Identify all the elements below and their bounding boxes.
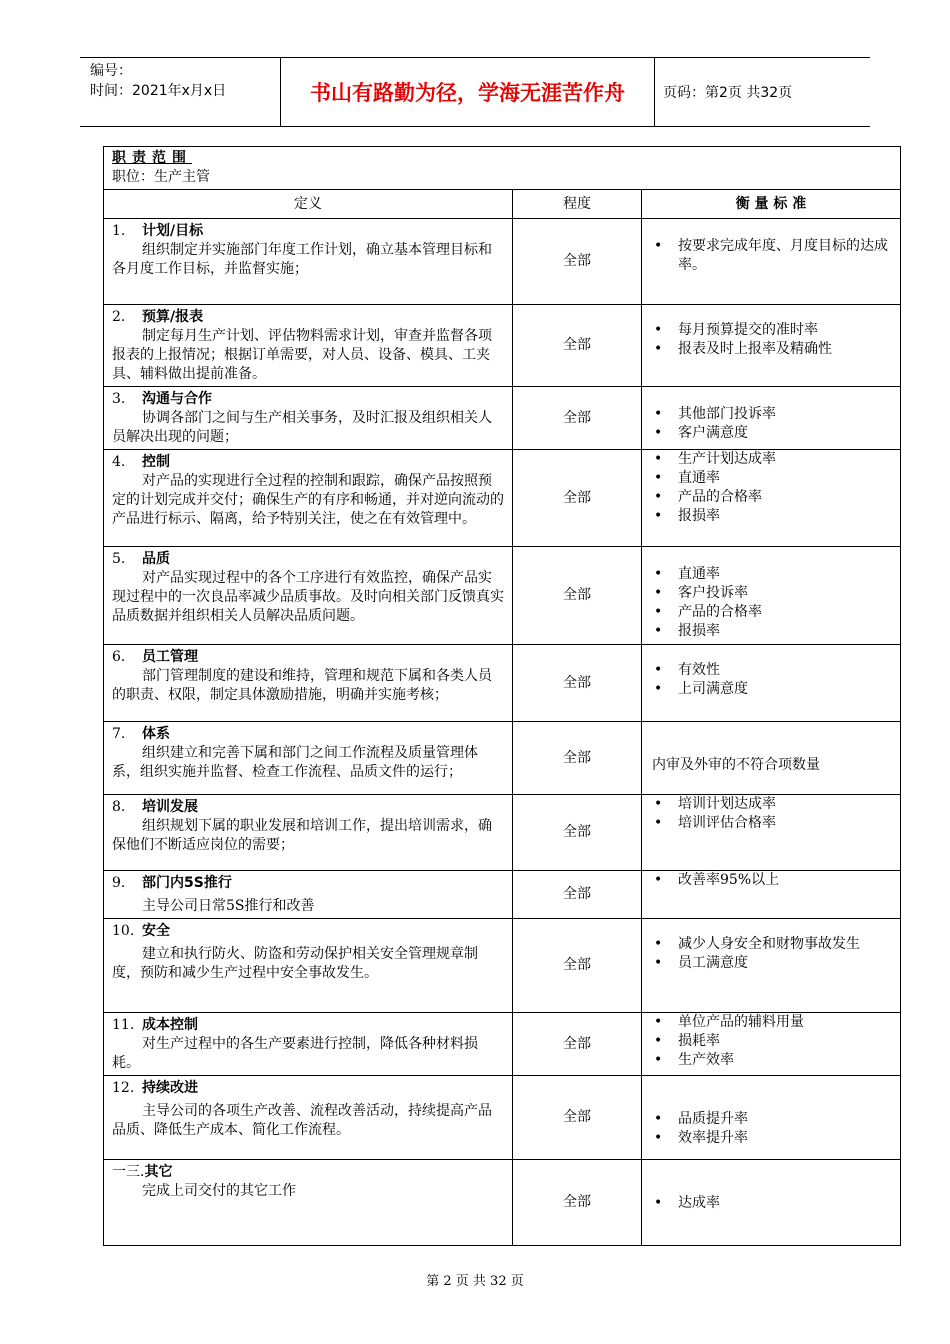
definition-cell xyxy=(104,871,513,919)
measure-list xyxy=(650,1110,894,1148)
degree-cell: 全部 xyxy=(513,1160,642,1246)
measure-list xyxy=(650,1194,894,1213)
definition-cell xyxy=(104,1076,513,1160)
item-number: 2. xyxy=(112,309,126,325)
header-page-info: 页码：第2页 共32页 xyxy=(663,85,793,101)
item-title: 培训发展 xyxy=(142,799,198,815)
definition-cell xyxy=(104,450,513,547)
measure-list xyxy=(650,565,894,641)
definition-cell xyxy=(104,305,513,387)
degree-cell: 全部 xyxy=(513,919,642,1013)
measure-list xyxy=(650,935,894,973)
definition-cell xyxy=(104,1160,513,1246)
degree-cell: 全部 xyxy=(513,305,642,387)
degree-cell: 全部 xyxy=(513,1013,642,1076)
definition-cell xyxy=(104,219,513,305)
measure-item: • 培训评估合格率 xyxy=(650,814,894,833)
table-row xyxy=(104,795,901,871)
table-row xyxy=(104,1160,901,1246)
item-number: 12. xyxy=(112,1080,135,1096)
item-description: 建立和执行防火、防盗和劳动保护相关安全管理规章制度，预防和减少生产过程中安全事故发生。 xyxy=(112,946,478,981)
item-description: 组织制定并实施部门年度工作计划，确立基本管理目标和各月度工作目标，并监督实施； xyxy=(112,242,492,277)
definition-cell xyxy=(104,1013,513,1076)
measure-item: • 减少人身安全和财物事故发生 xyxy=(650,935,894,954)
measure-cell xyxy=(642,1013,901,1076)
measure-cell xyxy=(642,387,901,450)
document-number-label: 编号： xyxy=(90,63,132,79)
measure-list xyxy=(650,1013,894,1070)
table-row xyxy=(104,305,901,387)
measure-cell xyxy=(642,1076,901,1160)
item-description: 对产品实现过程中的各个工序进行有效监控，确保产品实现过程中的一次良品率减少品质事故。及时向相关部门反馈真实品质数据并组织相关人员解决品质问题。 xyxy=(112,570,504,624)
measure-cell xyxy=(642,722,901,795)
table-title-cell xyxy=(104,147,901,190)
item-number: 7. xyxy=(112,726,126,742)
measure-item: • 员工满意度 xyxy=(650,954,894,973)
item-title: 员工管理 xyxy=(142,649,198,665)
degree-cell: 全部 xyxy=(513,871,642,919)
table-row xyxy=(104,871,901,919)
table-row xyxy=(104,722,901,795)
item-number: 5. xyxy=(112,551,126,567)
degree-cell: 全部 xyxy=(513,547,642,645)
degree-cell: 全部 xyxy=(513,1076,642,1160)
degree-cell: 全部 xyxy=(513,219,642,305)
measure-item: • 按要求完成年度、月度目标的达成率。 xyxy=(650,237,894,275)
item-number: 6. xyxy=(112,649,126,665)
measure-item: • 每月预算提交的准时率 xyxy=(650,321,894,340)
item-number: 3. xyxy=(112,391,126,407)
definition-cell xyxy=(104,547,513,645)
item-description: 完成上司交付的其它工作 xyxy=(142,1183,296,1199)
degree-cell: 全部 xyxy=(513,645,642,722)
measure-cell xyxy=(642,795,901,871)
item-description: 主导公司日常5S推行和改善 xyxy=(142,898,315,914)
table-row xyxy=(104,387,901,450)
table-row xyxy=(104,219,901,305)
measure-item: • 产品的合格率 xyxy=(650,488,894,507)
measure-cell xyxy=(642,450,901,547)
measure-item: • 损耗率 xyxy=(650,1032,894,1051)
item-number: 8. xyxy=(112,799,126,815)
measure-cell xyxy=(642,871,901,919)
measure-cell xyxy=(642,645,901,722)
item-number: 9. xyxy=(112,875,126,891)
item-description: 部门管理制度的建设和维持，管理和规范下属和各类人员的职责、权限，制定具体激励措施，明确并实施考核； xyxy=(112,668,492,703)
item-number: 一三. xyxy=(112,1164,145,1180)
measure-cell xyxy=(642,919,901,1013)
measure-item: • 单位产品的辅料用量 xyxy=(650,1013,894,1032)
measure-item: • 达成率 xyxy=(650,1194,894,1213)
header-motto: 书山有路勤为径，学海无涯苦作舟 xyxy=(281,58,655,126)
item-description: 组织建立和完善下属和部门之间工作流程及质量管理体系，组织实施并监督、检查工作流程、品质文件的运行； xyxy=(112,745,478,780)
item-title: 安全 xyxy=(142,923,170,939)
definition-cell xyxy=(104,722,513,795)
measure-cell xyxy=(642,1160,901,1246)
measure-text: 内审及外审的不符合项数量 xyxy=(652,757,820,773)
item-title: 体系 xyxy=(142,726,170,742)
item-description: 协调各部门之间与生产相关事务，及时汇报及组织相关人员解决出现的问题； xyxy=(112,410,492,445)
degree-cell: 全部 xyxy=(513,387,642,450)
measure-list xyxy=(650,237,894,275)
document-time-label: 时间：2021年x月x日 xyxy=(90,83,227,99)
item-description: 对产品的实现进行全过程的控制和跟踪，确保产品按照预定的计划完成并交付；确保生产的有序和畅通，并对逆向流动的产品进行标示、隔离，给予特别关注，使之在有效管理中。 xyxy=(112,473,504,527)
measure-list xyxy=(650,871,894,890)
measure-item: • 生产计划达成率 xyxy=(650,450,894,469)
measure-item: • 报损率 xyxy=(650,507,894,526)
measure-item: • 报损率 xyxy=(650,622,894,641)
item-title: 其它 xyxy=(144,1164,173,1180)
table-row xyxy=(104,450,901,547)
table-row xyxy=(104,1076,901,1160)
measure-item: • 有效性 xyxy=(650,661,894,680)
measure-item: • 上司满意度 xyxy=(650,680,894,699)
header-info xyxy=(80,58,281,126)
measure-item: • 其他部门投诉率 xyxy=(650,405,894,424)
degree-cell: 全部 xyxy=(513,450,642,547)
measure-item: • 生产效率 xyxy=(650,1051,894,1070)
responsibility-table xyxy=(103,146,901,1246)
definition-cell xyxy=(104,795,513,871)
item-title: 计划/目标 xyxy=(142,223,204,239)
item-number: 10. xyxy=(112,923,135,939)
measure-list xyxy=(650,795,894,833)
item-title: 持续改进 xyxy=(142,1080,198,1096)
measure-item: • 改善率95%以上 xyxy=(650,871,894,890)
measure-item: • 直通率 xyxy=(650,469,894,488)
degree-cell: 全部 xyxy=(513,722,642,795)
measure-item: • 报表及时上报率及精确性 xyxy=(650,340,894,359)
measure-item: • 客户满意度 xyxy=(650,424,894,443)
measure-list xyxy=(650,661,894,699)
item-description: 对生产过程中的各生产要素进行控制，降低各种材料损耗。 xyxy=(112,1036,478,1071)
page-header xyxy=(80,57,870,127)
item-title: 预算/报表 xyxy=(142,309,204,325)
measure-item: • 客户投诉率 xyxy=(650,584,894,603)
measure-list xyxy=(650,405,894,443)
measure-cell xyxy=(642,305,901,387)
table-title: 职责范围 xyxy=(112,150,192,166)
table-row xyxy=(104,645,901,722)
page-footer: 第 2 页 共 32 页 xyxy=(426,1274,524,1289)
measure-item: • 品质提升率 xyxy=(650,1110,894,1129)
measure-cell xyxy=(642,219,901,305)
item-number: 4. xyxy=(112,454,126,470)
item-description: 组织规划下属的职业发展和培训工作，提出培训需求，确保他们不断适应岗位的需要； xyxy=(112,818,492,853)
definition-cell xyxy=(104,919,513,1013)
column-header-degree: 程度 xyxy=(513,190,642,219)
item-title: 控制 xyxy=(142,454,170,470)
column-header-measure: 衡 量 标 准 xyxy=(642,190,901,219)
table-row xyxy=(104,1013,901,1076)
table-row xyxy=(104,919,901,1013)
item-title: 部门内5S推行 xyxy=(142,875,232,891)
item-title: 品质 xyxy=(142,551,170,567)
item-number: 11. xyxy=(112,1017,135,1033)
item-number: 1. xyxy=(112,223,126,239)
item-description: 主导公司的各项生产改善、流程改善活动，持续提高产品品质、降低生产成本、简化工作流程。 xyxy=(112,1103,492,1138)
table-row xyxy=(104,547,901,645)
measure-item: • 培训计划达成率 xyxy=(650,795,894,814)
item-title: 成本控制 xyxy=(142,1017,198,1033)
column-header-definition: 定义 xyxy=(104,190,513,219)
degree-cell: 全部 xyxy=(513,795,642,871)
item-description: 制定每月生产计划、评估物料需求计划，审查并监督各项报表的上报情况；根据订单需要，对人员、设备、模具、工夹具、辅料做出提前准备。 xyxy=(112,328,492,382)
definition-cell xyxy=(104,387,513,450)
measure-item: • 效率提升率 xyxy=(650,1129,894,1148)
item-title: 沟通与合作 xyxy=(142,391,212,407)
measure-cell xyxy=(642,547,901,645)
definition-cell xyxy=(104,645,513,722)
measure-item: • 直通率 xyxy=(650,565,894,584)
position-label: 职位：生产主管 xyxy=(112,169,210,185)
measure-item: • 产品的合格率 xyxy=(650,603,894,622)
measure-list xyxy=(650,321,894,359)
measure-list xyxy=(650,450,894,526)
